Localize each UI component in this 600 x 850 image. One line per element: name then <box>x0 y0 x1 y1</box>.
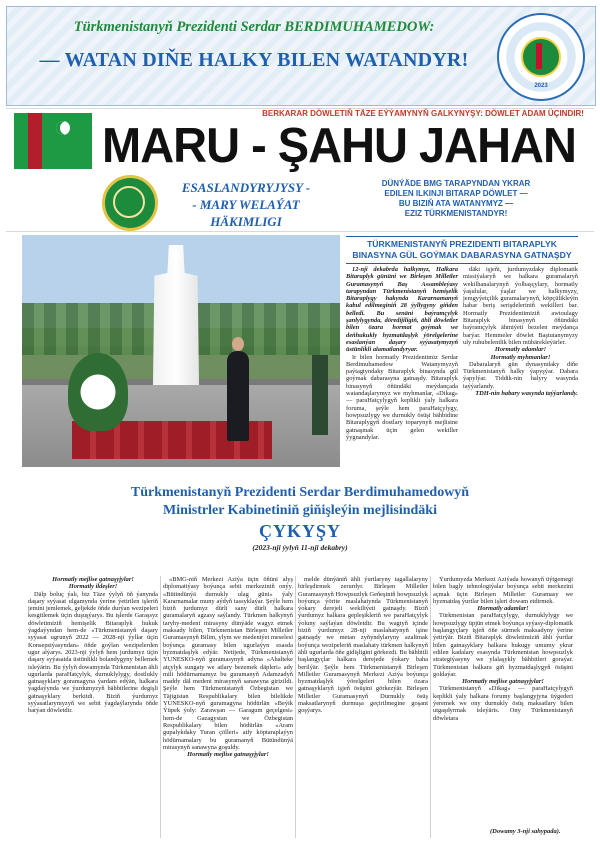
main-column-2 <box>163 576 293 844</box>
column-rule <box>295 576 296 838</box>
feature-subhead-2: Hormatly myhmanlar! <box>490 353 551 361</box>
main-text-1: Dälp boluç ýalı, biz Täze ýylyň öň ýanynda daşary syýasat ulgamynda ýerine ýetirilen işleriň jemini jemlemek, geljekde öňde durýan wezipeleri kesgitlemek üçin duşuşýarys. Bu işlerde Garaşsyz döwletimiziň hemişelik Bitaraplyk hukuk ýagdaýyndan hem-de «Türkmenistanyň daşary syýasat ugrunyň 2022 — 2028-nji ýyllar üçin Konsepsiýasyndan» öňde goýlan wezipelerden ugur alýarys. 2023-nji ýylyň hem jurdumyz üçin daşary syýasatda üstünlikli bolandygyny bellemek isleýärin. Bu ýylyň dowamynda Türkmenistan ähli ugurlarda paraHatçylyk, durnuklylygy, dostlukly gatnaşyklary goramagyna ýardam edýän, halkara ýagdaýynda we ýurdumyzyň bähbitlerine degişli gatnaşyklary berkitdi. Biziň ýurdumyz syýasatlarymyzyň we sebit ýagdaýlarynda öňde barýan döwletdir. <box>28 590 158 715</box>
masthead <box>6 108 594 232</box>
feature-body-1: Ir bilen hormatly Prezidentimiz Serdar Berdimuhamedow Watanymyzyň paýtagtyndaky Bitaraplyk binasynda gül goýmak dabarasyna gatnaşdy. Bitaraplyk binasynyň öňündäki meýdançada watandaşlarymyz we myhmanlar, «Dikag» — paraHatçylygyň keplikli ýaly halkara foruma, şeýle hem paraHatçylygy, howpsuzlygy we durnukly ösüşi bähbidine Bitaraplygyň dostlary toparynyň mejlisine gatnaşmak üçin gelen wekiller ýygnandylar. <box>346 353 458 441</box>
top-banner <box>6 6 596 106</box>
main-column-4 <box>433 576 573 844</box>
main-headline-line3: ÇYKYŞY <box>258 521 341 541</box>
main-greeting-4: Hormatly adamlar! <box>477 605 529 613</box>
photo-wreath <box>68 353 128 431</box>
photo-guard <box>312 355 328 435</box>
main-article-date: (2023-nji ýylyň 11-nji dekabry) <box>252 543 348 552</box>
state-emblem-icon <box>102 175 158 231</box>
feature-headline: TÜRKMENISTANYŇ PREZIDENTI BITARAPLYK BINASYNA GÜL GOÝMAK DABARASYNA GATNAŞDY <box>346 236 578 264</box>
main-headline-line2: Ministrler Kabinetiniň giňişleýin mejlisindäki <box>163 503 437 518</box>
feature-photo <box>22 235 340 467</box>
column-rule <box>160 576 161 838</box>
founder-line: ESASLANDYRYJYSY - - MARY WELAÝAT HÄKIMLIGI <box>181 180 311 229</box>
neutrality-motto: DÜNÝÄDE BMG TARAPYNDAN YKRAR EDILEN ILKINJI BITARAP DÖWLET — BU BIZIŇ ATA WATANYMYZ — EZIZ TÜRKMENISTANDYR! <box>381 179 531 218</box>
banner-quote: — WATAN DIŇE HALKY BILEN WATANDYR! <box>39 49 469 71</box>
feature-column-1 <box>346 266 458 481</box>
feature-column-2 <box>463 266 578 481</box>
main-greeting-2: Hormatly ildeşler! <box>68 583 118 591</box>
main-greeting-3: Hormatly mejlise gatnaşyjylar! <box>187 751 269 759</box>
anniversary-emblem-icon <box>497 13 585 101</box>
main-text-2: «BMG-niň Merkezi Aziýa üçin öňüni alyş diplomatiýasy boýunça sebit merkeziniň onýy. «Bütindünýä durnukly ulag güni» ýaly Kararnamalar muny aýdyň tassyklaýar. Şeýle hem biziň jurdumyz dürli sany dürli halkara guramalaryň agzasy saýlandy. Türkmen halkynyň taryhy-medeni mirasyny dünýäde wagyz etmek maksady bilen, Türkmenistan Birleşen Milletler Guramasynyň Bilim, ylym we medeniýet meselesi boýunça guramasy bilen ugurlaýyn esasda hyzmatdaşlyk edýär. Netijede, Türkmenistanyň YUNESKO-nyň guramasynyň adyna «Ahalteke atçylyk sungaty we atlary bezemek däpleri» ady mili hödürnamamyz bu guramanyň Adamzadyň maddy däl medeni mirasynyň sanawyna girizildi. Şeýle hem Türkmenistanyň Özbegistan we Täjigistan Respublikalary bilen bilelikde YUNESKO-nyň guramagyna hödürlän «Beýik Ýüpek ýoly: Zarawşan — Garagum geçelgesi» hem-de Gazagystan we Özbegistan Respublikalary bilen hödürlän «Aram gupalykdaky Turan çölleri» atly köptaraplaýyn hödürnamalary bu guramanyň Bütündünýä mirasynyň sanawyna goşuldy. <box>163 576 293 751</box>
main-greeting-5: Hormatly mejlise gatnaşyjylar! <box>462 678 544 686</box>
main-text-6: Türkmenistanyň «Dikag» — paraHatçylygyň keplikli ýaly halkara forumy başlangyjyna üýgederi ýeremek we ony durnukly ösüş maksatlary bilen utgaşdyrmak isleýäris. Ony Türkmenistanyň döwletara <box>433 685 573 722</box>
main-text-4: Ýurdumyzda Merkezi Aziýada howanyň üýtgemegi bilen bagly tehnologiýalar boýunça sebit merkezini açmak üçin Birleşen Milletler Guramasy we hyzmatdaş ýurtlar bilen işleri dowam etdirmek. <box>433 576 573 605</box>
feature-body-2: däki işjeňi, jurdumyzdaky diplomatik missiýalaryň we halkara guramalaryň wekilhanalarynyň ýolbaşçylary, hormatly ýaşulular, ýaşlar we halkymyzy, jemgyýetçilik guramalarynyň, köpçülikleýin habar beriş serişdeleriniň wekilleri bar. Hormatly Prezidentimiziň awtoulagy Bitaraplyk binasynyň öňündäki baýramçylyk ähmiýeti bezelen meýdança barýar. Hemmeler döwlet Baştutanymyzy uly ruhubelentlik bilen mübärekleýärler. <box>463 266 578 346</box>
main-text-5: Türkmenistan paraHatçylygy, durnuklylygy we howpsuzlygy üpjün etmek boýunça syýasy-diplomatik başlangyçlary işjeň öňe sürmek maksadyny ýerine ýetirýär. Biziň Bitaraplyk döwletimiziň ähli ýurtlar bilen gatnaşyklary halkara hukugy umumy ykrar edilen kadalary esasynda Türkmenistan howpsuzlyk strategiýasyny we ylalaşykly bähbitleri goraýar. Türkmenistan halkara giň hyzmatdaşlygyň ösüşini goldaýar. <box>433 612 573 678</box>
feature-signature: TDH-nin habary wasynda taýýarlandy. <box>475 390 578 398</box>
newspaper-title: MARU - ŞAHU JAHAN <box>102 116 576 173</box>
main-column-3 <box>298 576 428 844</box>
banner-quote-author: Türkmenistanyň Prezidenti Serdar BERDIMUHAMEDOW: <box>73 19 435 35</box>
main-headline-line1: Türkmenistanyň Prezidenti Serdar Berdimuhamedowyň <box>130 485 470 500</box>
emblem-year: 2023 <box>534 83 548 89</box>
main-greeting-1: Hormatly mejlise gatnaşyjylar! <box>52 576 134 583</box>
feature-lead: 12-nji dekabrda halkymyz, Halkara Bitaraplyk gününi we Birleşen Milletler Guramasynyň Baş Assambleýasy tarapyndan Türkmenistanyň hemişelik Bitaraplygy hakynda Kararnamanyň kabul edilmeginiň 28 ýyllygyny giňden belledi. Bu senäni baýramçylyk şanlylygynda, döredijiligiň, ähli döwletler bilen özara hormat goýmak we deňhukukly hyzmatdaşlyk ýörelgelerine esaslanýan daşary syýasatymyzyň üstünlikli alamatlandyryar. <box>346 266 458 354</box>
column-rule <box>430 576 431 838</box>
feature-subhead-1: Hormatly adamlar! <box>494 346 547 354</box>
emblem-center-icon <box>521 37 561 77</box>
main-column-1 <box>28 576 158 844</box>
masthead-slogan: BERKARAR DÖWLETIŇ TÄZE EÝÝAMYNYŇ GALKYNYŞY: DÖWLET ADAM ÜÇINDIR! <box>262 109 584 118</box>
feature-body-3: Dabaralaryň gün dynasyndaky diňe Türkmenistanyň halky ýapyşýar. Dabara ýapylýar. Tiddik-nin halyry wasynda taýýarlandy. <box>463 360 578 390</box>
continued-note: (Dowamy 3-nji sahypada). <box>490 828 561 835</box>
turkmen-flag-icon <box>14 113 92 169</box>
main-text-3: melde dünýäniň ähli ýurtlaryny tagallalaryny birleşdirmek zerurdyr. Birleşen Milletler Guramasynyň Howpsuzlyk Geňeşiniň howpsuzlyk boýunça ýörite maslahatynda Türkmenistanyň ýokary derejeli wekiliýeti gatnaşdy. Biziň ýurdumyz halkara gepleşikleriň we paraHatçylyk ýoluny saýlaýan döwletdir. Bu wagtyň içinde biziň ýurdumyz 28-nji maslahatynyň işine gatnaşdy we metan zyňyndylaryny azaltmak boýunça wezipeleriň maslahaty türkmen halkynyň ähli ugurlarda öňe gidişligini görkezdi. Bu bähbitli başlangyçlar halkara derejede ýokary baha berilýär. Şeýle hem Türkmenistanyň Birleşen Milletler Guramasynyň Merkezi Aziýa boýunça hyzmatdaşlyk ýörelgeleri bilen özara gatnaşyklaryň işjeň ösüşini görkezýär. Birleşen Milletler Guramasynyň Durnukly ösüş maksatlarynyň durmuşa geçirilmegine goşant goşýarys. <box>298 576 428 715</box>
photo-president <box>227 351 249 441</box>
main-article-headline <box>30 484 570 554</box>
